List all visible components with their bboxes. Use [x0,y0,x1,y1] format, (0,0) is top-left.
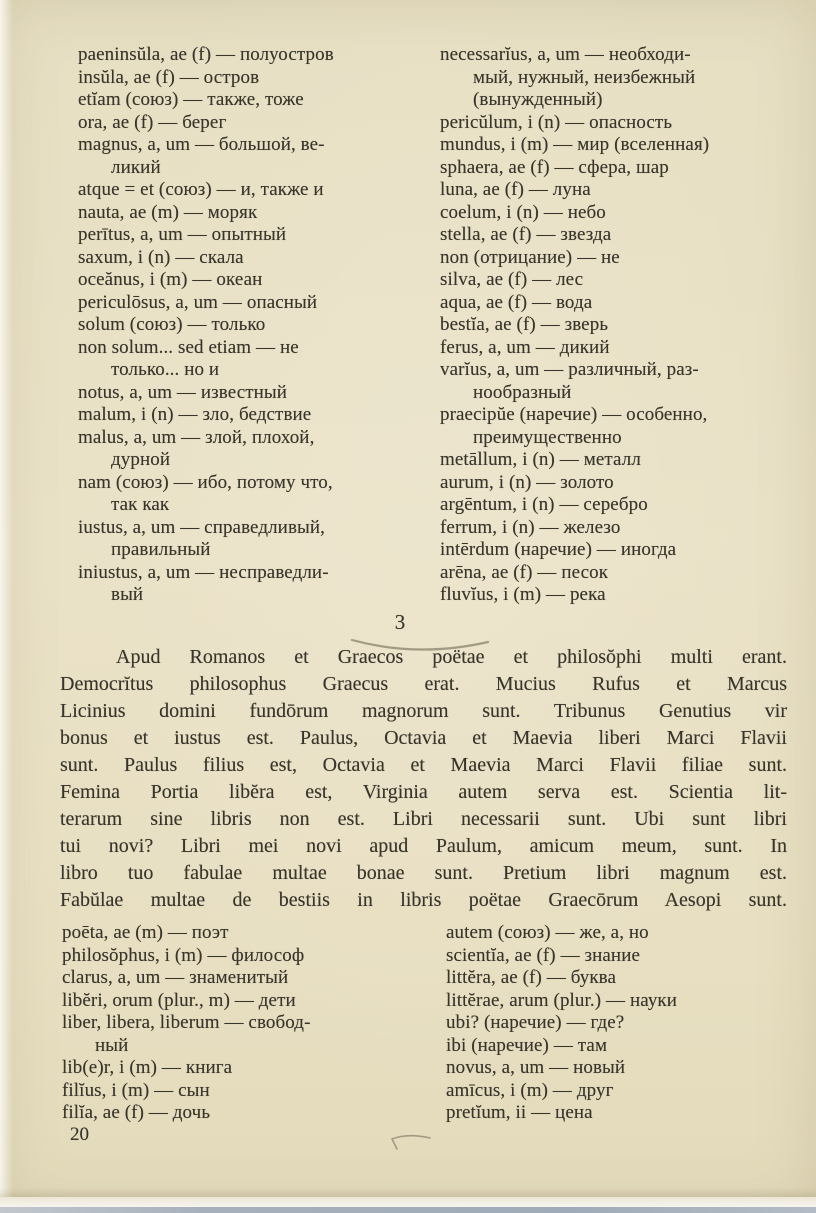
vocab-entry [440,449,796,472]
vocab-entry [62,967,418,990]
text-line: Apud Romanos et Graecos poëtae et philosŏphi multi erant. [116,646,787,668]
vocab-line: luna, ae (f) — луна [440,179,591,200]
vocab-entry [440,202,796,225]
vocab-line: oceănus, i (m) — океан [78,269,263,290]
vocab-entry [440,337,796,360]
vocab-entry [62,1080,418,1103]
vocab-line: amīcus, i (m) — друг [446,1079,614,1101]
vocab-entry [446,1102,802,1125]
vocab-line: liber, libera, liberum — свобод- [62,1012,311,1033]
vocab-entry [62,1102,418,1125]
vocab-entry [440,157,796,180]
vocab-line: правильный [111,539,211,560]
vocab-line: solum (союз) — только [78,314,266,335]
vocab-line: mundus, i (m) — мир (вселенная) [440,134,710,155]
vocab-entry [446,1012,802,1035]
vocab-line: преимущественно [473,426,622,448]
vocab-line: вый [111,584,144,605]
text-line: bonus et iustus est. Paulus, Octavia et Maevia liberi Marci Flavii [60,727,787,749]
vocab-entry [78,337,434,382]
vocab-entry [62,1057,418,1080]
vocab-line: (вынужденный) [473,89,603,110]
vocab-entry [78,134,434,179]
vocab-entry [446,1057,802,1080]
text-line: sunt. Paulus filius est, Octavia et Maevia Marci Flavii filiae sunt. [60,754,787,776]
vocab-entry [78,44,434,67]
vocab-entry [78,404,434,427]
vocab-line: non solum... sed etiam — не [78,336,299,358]
vocab-entry [78,112,434,135]
vocab-line: sphaera, ae (f) — сфера, шар [440,156,669,178]
vocab-entry [78,292,434,315]
vocab-entry [78,382,434,405]
vocab-entry [78,314,434,337]
page-bottom-shadow [0,1188,816,1197]
vocab-entry [62,990,418,1013]
vocab-line: bestĭa, ae (f) — зверь [440,314,609,335]
vocab-line: autem (союз) — же, а, но [446,922,649,943]
vocab-line: malum, i (n) — зло, бедствие [78,404,312,425]
vocab-line: metāllum, i (n) — металл [440,449,641,470]
vocab-line: filĭus, i (m) — сын [62,1079,210,1101]
vocab-list-top-left [78,44,434,607]
page-bottom-edge [0,1197,816,1207]
vocab-line: praecipŭe (наречие) — особенно, [440,404,708,425]
vocab-line: nam (союз) — ибо, потому что, [78,471,333,493]
vocab-line: iustus, a, um — справедливый, [78,516,326,538]
vocab-entry [440,224,796,247]
vocab-entry [446,1080,802,1103]
vocab-entry [62,1012,418,1057]
vocab-entry [440,562,796,585]
vocab-line: philosŏphus, i (m) — философ [62,944,305,966]
vocab-line: pretĭum, ii — цена [446,1102,593,1123]
vocab-line: нообразный [473,381,572,403]
vocab-line: ликий [111,156,161,178]
vocab-entry [62,922,418,945]
vocab-line: arēna, ae (f) — песок [440,561,609,583]
text-line: terarum sine libris non est. Libri necessarii sunt. Ubi sunt libri [60,808,787,830]
vocab-line: malus, a, um — злой, плохой, [78,426,315,448]
vocab-entry [78,202,434,225]
scan-background-strip [0,1207,816,1213]
exercise-text [60,644,787,914]
vocab-entry [440,314,796,337]
vocab-line: ный [95,1034,129,1056]
vocab-line: magnus, a, um — большой, ве- [78,134,325,155]
vocab-line: perītus, a, um — опытный [78,224,287,245]
vocab-line: ibi (наречие) — там [446,1034,608,1056]
vocab-entry [446,990,802,1013]
vocab-line: intērdum (наречие) — иногда [440,539,677,560]
vocab-entry [446,922,802,945]
vocab-entry [78,224,434,247]
vocab-entry [78,517,434,562]
vocab-entry [440,112,796,135]
page-left-edge [0,0,13,1197]
vocab-entry [78,472,434,517]
vocab-line: necessarĭus, a, um — необходи- [440,44,691,65]
vocab-list-bottom-left [62,922,418,1125]
text-line: Democrĭtus philosophus Graecus erat. Mucius Rufus et Marcus [60,673,787,695]
vocab-line: lib(e)r, i (m) — книга [62,1057,233,1078]
vocab-entry [78,179,434,202]
vocab-line: atque = et (союз) — и, также и [78,179,324,200]
vocab-entry [446,967,802,990]
vocab-line: только... но и [111,359,220,380]
text-line: Femina Portia libĕra est, Virginia autem serva est. Scientia lit- [60,781,787,803]
vocab-line: aurum, i (n) — золото [440,471,614,493]
vocab-entry [440,292,796,315]
vocab-line: ora, ae (f) — берег [78,111,227,133]
vocab-entry [446,945,802,968]
vocab-line: notus, a, um — известный [78,381,288,403]
vocab-line: мый, нужный, неизбежный [473,66,696,88]
pen-mark [378,1130,438,1156]
vocab-line: nauta, ae (m) — моряк [78,201,258,223]
vocab-line: filĭa, ae (f) — дочь [62,1102,211,1123]
vocab-entry [440,494,796,517]
vocab-line: aqua, ae (f) — вода [440,291,593,313]
vocab-entry [78,562,434,607]
section-number: 3 [394,610,406,634]
vocab-line: ferus, a, um — дикий [440,336,610,358]
vocab-entry [446,1035,802,1058]
vocab-entry [440,359,796,404]
vocab-line: etĭam (союз) — также, тоже [78,89,304,110]
vocab-entry [78,67,434,90]
vocab-line: stella, ae (f) — звезда [440,224,612,245]
vocab-line: littĕrae, arum (plur.) — науки [446,989,678,1011]
vocab-line: insŭla, ae (f) — остров [78,66,260,88]
vocab-line: iniustus, a, um — несправедли- [78,561,329,583]
vocab-entry [78,247,434,270]
vocab-entry [440,404,796,449]
vocab-entry [78,89,434,112]
vocab-line: saxum, i (n) — скала [78,246,244,268]
text-line: Fabŭlae multae de bestiis in libris poëtae Graecōrum Aesopi sunt. [60,889,787,911]
vocab-line: coelum, i (n) — небо [440,201,606,223]
vocab-entry [440,134,796,157]
text-line: tui novi? Libri mei novi apud Paulum, amicum meum, sunt. In [60,835,787,857]
vocab-line: non (отрицание) — не [440,246,620,268]
page-number: 20 [70,1124,89,1145]
vocab-entry [440,472,796,495]
vocab-line: poēta, ae (m) — поэт [62,922,229,943]
vocab-line: ferrum, i (n) — железо [440,516,621,538]
vocab-line: varĭus, a, um — различный, раз- [440,359,699,380]
vocab-line: periculōsus, a, um — опасный [78,291,318,313]
vocab-entry [440,44,796,112]
vocab-line: pericŭlum, i (n) — опасность [440,111,673,133]
vocab-entry [440,247,796,270]
vocab-line: silva, ae (f) — лес [440,269,584,290]
vocab-entry [440,517,796,540]
vocab-line: так как [111,494,170,515]
vocab-line: paeninsŭla, ae (f) — полуостров [78,44,334,65]
vocab-line: novus, a, um — новый [446,1057,626,1078]
vocab-line: fluvĭus, i (m) — река [440,584,606,605]
vocab-line: scientĭa, ae (f) — знание [446,944,641,966]
vocab-line: дурной [111,449,171,470]
vocab-entry [440,269,796,292]
vocab-entry [78,269,434,292]
vocab-entry [440,584,796,607]
vocab-list-bottom-right [446,922,802,1125]
text-line: Licinius domini fundōrum magnorum sunt. Tribunus Genutius vir [60,700,787,722]
vocab-line: littĕra, ae (f) — буква [446,967,617,988]
vocab-entry [440,179,796,202]
vocab-line: clarus, a, um — знаменитый [62,967,289,988]
vocab-line: libĕri, orum (plur., m) — дети [62,989,296,1011]
vocab-line: argēntum, i (n) — серебро [440,494,648,515]
vocab-list-top-right [440,44,796,607]
vocab-entry [78,427,434,472]
vocab-line: ubi? (наречие) — где? [446,1012,625,1033]
text-line: libro tuo fabulae multae bonae sunt. Pretium libri magnum est. [60,862,787,884]
vocab-entry [440,539,796,562]
vocab-entry [62,945,418,968]
